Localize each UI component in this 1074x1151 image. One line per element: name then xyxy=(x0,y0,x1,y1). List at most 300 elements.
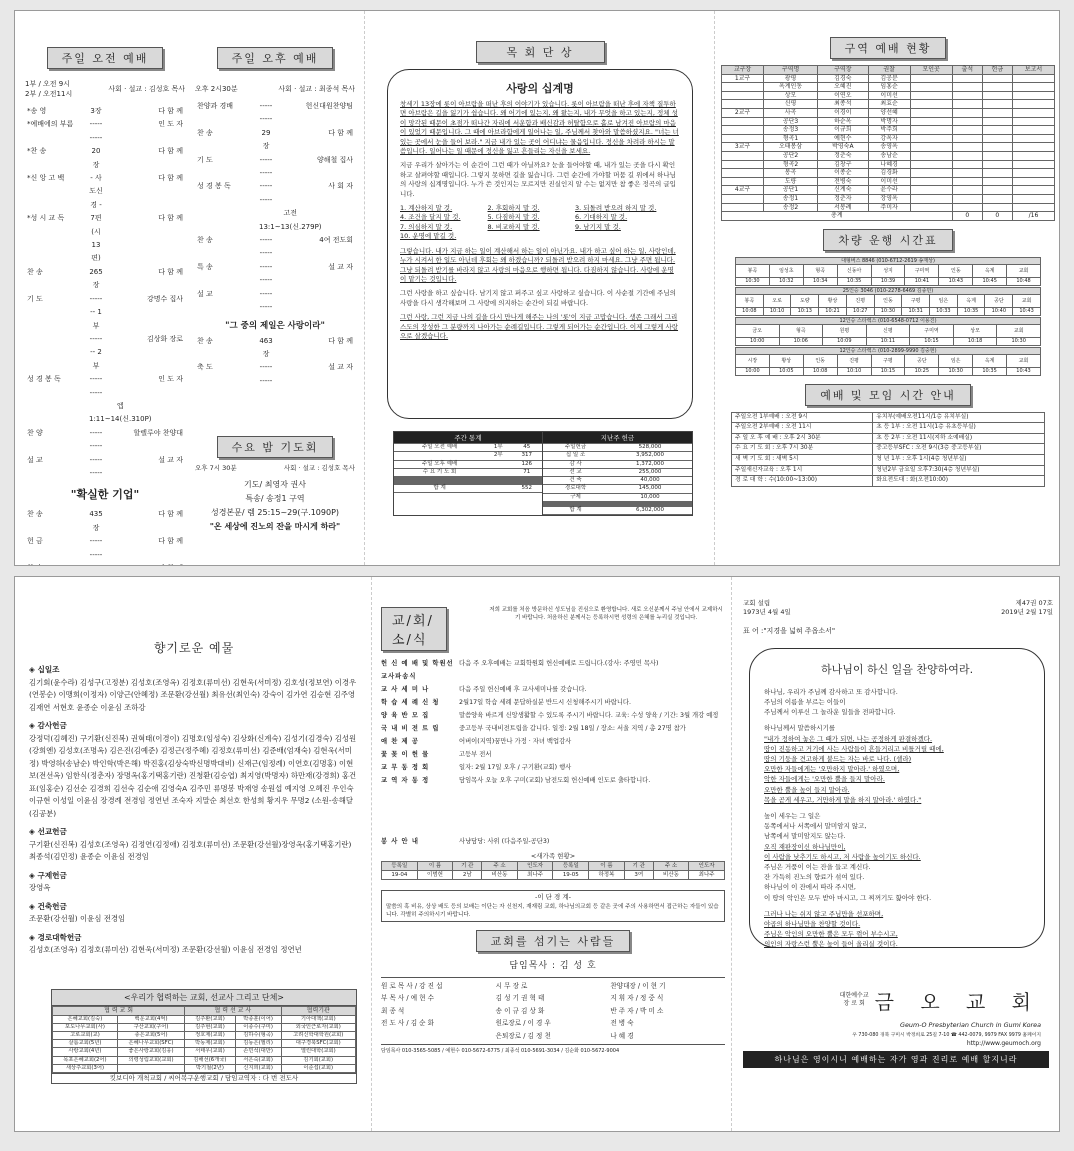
staff-cell: 나 혜 경 xyxy=(610,1031,634,1040)
command-item: 5. 다짐하지 말 것. xyxy=(487,213,540,222)
bus-route-name: 25인승 3046 (010-2278-6469 김종민) xyxy=(736,287,1041,295)
table-cell xyxy=(982,100,1012,109)
table-cell xyxy=(1012,160,1054,169)
table-cell: 정춘숙 xyxy=(818,151,869,160)
table-cell: 전병숙 xyxy=(818,177,869,186)
table-cell: 유치부(예배오전11시/1층 유치부실) xyxy=(873,412,1045,423)
bus-time: 10:35 xyxy=(837,278,871,286)
table-cell xyxy=(722,134,764,143)
table-cell: 사곡 xyxy=(764,108,818,117)
table-row xyxy=(732,476,1045,487)
bus-stop: 성지 xyxy=(871,265,905,278)
command-item: 10. 운명에 맡길 것. xyxy=(400,232,457,241)
table-cell: 김동은(필리) xyxy=(235,1040,281,1048)
table-cell: 신평 xyxy=(764,100,818,109)
verse-line: "내가 정하여 놓은 그 때가 되면, 나는 공정하게 판결하겠다. xyxy=(764,734,933,743)
table-cell xyxy=(1012,117,1054,126)
order-cell: 463장 xyxy=(259,336,273,358)
table-cell xyxy=(1012,83,1054,92)
table-row xyxy=(53,1064,356,1072)
table-cell: 은혜교회(김숙) xyxy=(53,1015,118,1023)
staff-row xyxy=(381,992,725,1005)
order-cell: 다 함 께 xyxy=(328,128,353,137)
table-cell xyxy=(982,134,1012,143)
table-cell xyxy=(1012,108,1054,117)
table-header-cell: 인도자 xyxy=(689,862,725,871)
order-row xyxy=(25,105,185,118)
table-cell xyxy=(952,194,982,203)
wed-prayer: 기도/ 최영자 권사 xyxy=(244,479,306,489)
am-sermon-title: "확실한 기업" xyxy=(70,488,140,502)
table-cell: 3교구 xyxy=(722,143,764,152)
news-item-title: 양 육 반 모 집 xyxy=(381,712,430,719)
table-header-cell: 기 관 xyxy=(453,862,482,871)
am-time-1: 1부 / 오전 9시 xyxy=(25,80,70,88)
news-item-title: 교 사 세 미 나 xyxy=(381,686,430,693)
verse-line: 이 땅의 악인은 모두 받아 마시고, 그 찌꺼기도 핥아야 한다. xyxy=(764,893,932,902)
table-cell: 19-05 xyxy=(553,871,589,880)
offering-section-names: 구기환(신진복) 김성호(조영옥) 김정연(김정애) 김정호(류미선) 조문환(강선월)장영옥(홍기택홍기란) 최종석(김민정) 윤종순 이윤심 전경임 xyxy=(29,839,352,861)
table-cell: 하순옥 xyxy=(818,117,869,126)
bus-stop: 황상 xyxy=(769,355,803,368)
table-cell: 양선혜 xyxy=(868,108,910,117)
table-cell xyxy=(485,460,511,468)
table-cell: 백운교회(4억) xyxy=(117,1015,184,1023)
table-cell: 중고등부SFC : 오전 9시(3층 중고등부실) xyxy=(873,444,1045,455)
order-cell: 다 함 께 xyxy=(158,537,183,546)
table-cell: 19-04 xyxy=(382,871,418,880)
offering-section-name: ◈ 선교헌금 xyxy=(29,827,67,836)
bus-stop: 임성초 xyxy=(769,265,803,278)
bus-stop: 진평 xyxy=(846,295,874,308)
table-cell: 주미자 xyxy=(868,203,910,212)
news-item-text: 중고등부 국내비전트립을 갑니다. 일정: 2월 18일 / 장소: 서울 지역 / 총 27명 참가 xyxy=(459,725,686,732)
table-cell xyxy=(952,83,982,92)
table-cell xyxy=(1012,203,1054,212)
pastor-column xyxy=(373,11,707,565)
table-cell: 45 xyxy=(512,444,542,452)
verse-line: 땅의 기둥을 견고하게 붙드는 자는 바로 나다. (셀라) xyxy=(764,755,912,764)
table-cell: 145,000 xyxy=(608,485,692,493)
table-cell: 김주현(교회) xyxy=(185,1023,236,1031)
order-cell: ---------- xyxy=(89,455,103,477)
new-family-title: <새가족 현황> xyxy=(530,852,576,860)
table-cell: 주일오전 1부예배 : 오전 9시 xyxy=(732,412,873,423)
staff-cell: 최 종 석 xyxy=(381,1006,405,1015)
table-row xyxy=(53,1056,356,1064)
wed-leader: 사회 · 설교 : 김성호 목사 xyxy=(283,464,355,473)
offering-section-name: ◈ 구제헌금 xyxy=(29,870,67,880)
table-cell: 주일헌금 xyxy=(543,444,608,452)
offering-section-names: 조문환(강선월) 이윤심 전경임 xyxy=(29,914,126,923)
table-cell xyxy=(952,134,982,143)
table-cell xyxy=(722,203,764,212)
table-cell: 박동제(교회) xyxy=(185,1040,236,1048)
bus-time: 10:10 xyxy=(763,308,791,316)
command-item: 9. 남기지 말 것. xyxy=(575,222,621,231)
offering-section-names: 김기회(윤수라) 김성구(고정분) 김성호(조영옥) 김정호(류미선) 김현욱(서미정) 김호성(정보연) 이경우(연봉순) 이맹희(이정자) 이양근(안혜정) 조문환(강선월) 최유선(최인숙) 강숙이 김가연 김승현 김주영 김재연 서현호 윤종순 이윤심 조하강 xyxy=(29,677,357,712)
order-cell: 찬 양 xyxy=(27,428,43,437)
essay-paragraph-5: 그런 사랑, 그런 지금 나의 길을 다시 만나게 해주는 나의 '롯'이 지금 고맙습니다. 생존 그래서 그리스도의 장성한 그 분량까지 나아가는 순례길입니다. 그렇게 되어가는 순간입니다. 이제 그렇게 사랑으로 살겠습니다. xyxy=(400,313,679,340)
table-cell xyxy=(982,160,1012,169)
table-row xyxy=(722,91,1055,100)
table-cell: 은혜나무교회(SFC) xyxy=(117,1040,184,1048)
zone-total-cell: 0 xyxy=(982,212,1012,221)
cover-footer-verse: 하나님은 영이시니 예배하는 자가 영과 진리로 예배 할지니라 xyxy=(743,1051,1049,1068)
bus-route-name: 대형버스 8846 (010-6712-2619 송재상) xyxy=(736,257,1041,265)
news-item-text: 2월17일 학습 세례 문답하실분 반드시 신청해주시기 바랍니다. xyxy=(459,699,632,706)
order-cell xyxy=(322,207,355,234)
table-cell: 2교구 xyxy=(722,108,764,117)
founded-date: 1973년 4월 4일 xyxy=(743,608,791,617)
table-cell: 126 xyxy=(512,460,542,468)
order-cell: 특 송 xyxy=(197,262,213,271)
table-cell: 초 등 2부 : 오전 11시(지하 소예배실) xyxy=(873,433,1045,444)
bus-time: 10:30 xyxy=(736,278,770,286)
table-row xyxy=(394,444,542,452)
table-cell: 오태봉삼 xyxy=(764,143,818,152)
order-cell xyxy=(27,562,89,565)
table-cell xyxy=(1012,194,1054,203)
table-cell: 구산교회(구어) xyxy=(117,1023,184,1031)
order-cell: ---------- xyxy=(89,537,103,559)
meeting-times-table xyxy=(731,412,1045,487)
table-row xyxy=(722,126,1055,135)
order-cell: - 사도신경 - xyxy=(89,174,103,209)
table-cell: 정춘자 xyxy=(818,194,869,203)
table-cell: 비산동 xyxy=(653,871,689,880)
offering-sections xyxy=(29,664,359,957)
staff-cell: 전 병 숙 xyxy=(610,1019,634,1028)
zone-total-label: 총계 xyxy=(722,212,953,221)
table-cell: 6,302,000 xyxy=(608,507,692,515)
issue-number: 제47권 07호 xyxy=(1015,599,1053,607)
table-cell: 김경화 xyxy=(868,169,910,178)
table-cell: 최종석 xyxy=(818,100,869,109)
pm-leader: 사회 · 설교 : 최종석 목사 xyxy=(278,85,355,93)
table-row xyxy=(382,871,725,880)
offering-section-name: ◈ 건축헌금 xyxy=(29,901,67,911)
order-row xyxy=(25,508,185,535)
order-cell: 고전 13:1~13(신.279P) xyxy=(259,209,322,231)
ten-commands xyxy=(400,204,680,242)
bus-stops-row xyxy=(736,265,1041,278)
am-order-list xyxy=(25,105,185,480)
table-row xyxy=(722,177,1055,186)
bus-time: 10:35 xyxy=(957,308,985,316)
bus-stop: 형곡 xyxy=(803,265,837,278)
table-cell: 초 등 1부 : 오전 11시(1층 유초등부실) xyxy=(873,423,1045,434)
order-cell: 찬 송 xyxy=(197,336,213,345)
table-header-cell: 인도자 xyxy=(517,862,553,871)
order-cell: 성 경 봉 독 xyxy=(27,375,61,384)
church-name: 금 오 교 회 xyxy=(874,989,1041,1014)
bus-stop: 옥계 xyxy=(973,265,1007,278)
order-row xyxy=(25,172,185,212)
order-cell xyxy=(197,207,259,234)
table-cell xyxy=(910,151,952,160)
news-item-text: 말씀양육 바르게 신앙생활할 수 있도록 주시기 바랍니다. 교육: 수성 양육 / 기간: 3월 개강 예정 xyxy=(459,712,719,719)
order-row xyxy=(195,234,355,261)
pm-order-list xyxy=(195,100,355,315)
table-cell xyxy=(910,203,952,212)
order-row xyxy=(25,562,185,565)
table-row xyxy=(394,452,542,460)
order-cell: 다 함 께 xyxy=(158,214,183,223)
bus-stop: 공단 xyxy=(905,355,939,368)
order-cell: 인 도 자 xyxy=(158,375,183,384)
table-row xyxy=(722,160,1055,169)
table-cell: 도량 xyxy=(764,177,818,186)
order-cell: ---------- xyxy=(259,155,273,178)
church-website[interactable]: http://www.geumoch.org xyxy=(966,1039,1041,1047)
table-cell xyxy=(910,126,952,135)
order-row xyxy=(195,361,355,388)
table-cell xyxy=(982,177,1012,186)
table-cell: 이규희 xyxy=(818,126,869,135)
table-cell: 합 계 xyxy=(543,507,608,515)
order-cell xyxy=(89,562,103,565)
table-header-cell: 기 관 xyxy=(624,862,653,871)
verse-line: 오직 재판장이신 하나님만이, xyxy=(764,842,846,851)
table-cell xyxy=(910,194,952,203)
command-item: 2. 후회하지 말 것. xyxy=(487,204,540,213)
verse-line: 목을 곧게 세우고, 거만하게 말을 하지 말아라.' 하였다." xyxy=(764,795,922,804)
table-cell: 김주환(교회) xyxy=(185,1015,236,1023)
table-header-row xyxy=(722,66,1055,75)
bus-stops-row xyxy=(736,355,1041,368)
order-cell xyxy=(103,562,183,565)
order-row xyxy=(25,454,185,481)
bus-route-name: 12인승 스타렉스 (010-6548-0712 이용진) xyxy=(736,317,1041,325)
welcome-intro: 저희 교회를 처음 방문하신 성도님을 진심으로 환영합니다. 새로 오신분께서 주님 안에서 교제하시기 바랍니다. 처음하신 분께서는 등록하시면 성령의 은혜를 누리실 것입니다. xyxy=(489,607,723,621)
table-cell xyxy=(952,126,982,135)
table-row xyxy=(732,412,1045,423)
table-cell xyxy=(910,143,952,152)
table-cell xyxy=(1012,177,1054,186)
table-cell xyxy=(952,91,982,100)
table-cell: 최나주 xyxy=(517,871,553,880)
table-cell xyxy=(910,117,952,126)
bus-stop: 교회 xyxy=(997,325,1041,338)
order-cell: 다 함 께 xyxy=(158,267,183,276)
table-cell xyxy=(910,186,952,195)
coop-head: 협 력 선 교 사 xyxy=(185,1007,281,1016)
table-row xyxy=(543,493,692,501)
order-cell: 헌신대원찬양팀 xyxy=(305,102,353,110)
order-cell: 다 함 께 xyxy=(158,510,183,519)
wed-special-song: 특송/ 송정1 구역 xyxy=(245,493,305,503)
bus-times-row xyxy=(736,368,1041,376)
table-cell xyxy=(982,108,1012,117)
table-cell xyxy=(982,194,1012,203)
order-cell: 헌 금 xyxy=(27,537,43,546)
table-cell: 이범헌 xyxy=(417,871,453,880)
order-cell: ------- 1부 xyxy=(89,294,103,330)
table-row xyxy=(732,423,1045,434)
essay-paragraph-1: 창세기 13장에 롯이 아브람을 떠난 후의 이야기가 있습니다. 롯이 아브람을 떠난 후에 자책 질투하면 아브람은 길을 잃기가 쉽습니다. 왜 어기에 있는지, 왜 왔는지, 내가 무엇을 하고 있는지, 정체 성이 망각된 때문이 초점가 떠나간 자리에 서운함과 배신감과 허탈함으로 홀로 남겨진 아브람의 마음이 있었기 때문입니다. 그 때에 아브라함에게 일어나는 일, 주님께서 찾아와 말씀하셨지요. "너는 너 있는 곳에서 눈을 들어 보라." 지금 내가 있는 곳이 어디냐는 물음입니다. 정신을 차려라 하시는 말씀입니다. 일어나는 일 때문에 정신을 잃고 흔들리는 자신을 보세요. xyxy=(400,100,679,156)
table-row xyxy=(732,455,1045,466)
essay-paragraph-2: 지금 우리가 살아가는 이 순간이 그런 때가 아닐까요? 눈을 들어야할 때, 내가 있는 곳을 다시 확인하고 살펴야할 때입니다. 그렇지 못하면 길을 잃습니다. 그런 순간에 가야할 머뭄 길 위에서 하나님의 사랑의 십계명입니다. 누가 쓴 것인지는 모르지만 진실인지 알 수는 없지만 참 좋은 정곡의 글입니다. xyxy=(400,161,676,198)
table-cell: 송정2 xyxy=(764,203,818,212)
table-cell xyxy=(394,452,485,460)
table-header-cell: 구역장 xyxy=(818,66,869,75)
order-cell: 다 함 께 xyxy=(158,107,183,115)
bus-time: 10:00 xyxy=(736,338,780,346)
table-row xyxy=(732,433,1045,444)
bus-stop: 진평 xyxy=(837,355,871,368)
table-cell xyxy=(910,74,952,83)
order-cell xyxy=(273,288,353,315)
table-row xyxy=(394,468,542,476)
order-cell: 김상화 장로 xyxy=(146,334,183,343)
order-cell: 다 함 께 xyxy=(158,174,183,183)
table-cell: 감 사 xyxy=(543,460,608,468)
order-cell: 다 함 께 xyxy=(328,336,353,345)
bus-stop: 인동 xyxy=(939,265,973,278)
table-row xyxy=(722,74,1055,83)
order-cell: ------- 2부 xyxy=(89,334,103,370)
order-row xyxy=(25,266,185,293)
order-cell: 3장 xyxy=(90,107,102,115)
staff-cell: 원로장로 / 이 경 우 xyxy=(495,1019,551,1028)
coop-header-row xyxy=(53,1007,356,1016)
table-header-cell: 교구장 xyxy=(722,66,764,75)
bus-stop: 원평 xyxy=(823,325,867,338)
news-item-title: 학 습 세 례 신 청 xyxy=(381,699,440,706)
table-cell: 이경이 xyxy=(818,108,869,117)
table-cell xyxy=(910,160,952,169)
table-cell: 오혜진 xyxy=(818,83,869,92)
issue-date: 2019년 2월 17일 xyxy=(1001,608,1053,617)
staff-row xyxy=(381,1005,725,1018)
table-cell: 김경숙 xyxy=(818,74,869,83)
church-name-english: Geum-O Presbyterian Church in Gumi Korea xyxy=(900,1020,1041,1029)
table-cell xyxy=(1012,74,1054,83)
table-cell: 상모 xyxy=(764,91,818,100)
order-cell: 양해철 집사 xyxy=(316,155,353,164)
table-cell: 경로대학 xyxy=(543,485,608,493)
cover-verse-title: 하나님이 하신 일을 찬양하여라. xyxy=(820,662,974,676)
table-cell: 2남 xyxy=(453,871,482,880)
table-cell: 박명자 xyxy=(868,117,910,126)
table-row xyxy=(53,1023,356,1031)
order-row xyxy=(195,154,355,181)
bus-time: 10:08 xyxy=(736,308,764,316)
order-cell: *송 영 xyxy=(27,107,47,115)
offering-table xyxy=(543,443,692,515)
table-cell xyxy=(982,91,1012,100)
table-row xyxy=(53,1031,356,1039)
table-cell xyxy=(722,126,764,135)
bus-time: 10:00 xyxy=(736,368,770,376)
table-cell: 건 축 xyxy=(543,477,608,485)
bus-time: 10:15 xyxy=(910,338,954,346)
verse-line: 잔 가득히 진노의 향료가 섞여 있다. xyxy=(764,873,865,882)
table-cell xyxy=(1012,100,1054,109)
news-item-title: 봉 사 안 내 xyxy=(381,838,419,845)
table-cell: 317 xyxy=(512,452,542,460)
order-cell: 찬 송 xyxy=(27,267,43,276)
staff-row xyxy=(381,1030,725,1043)
church-address: 우 730-080 경북 구미시 박정희로 25길 7-10 ☎ 442-0079, 9979 FAX 9979 홈페이지 xyxy=(852,1032,1041,1038)
bus-stops-row xyxy=(736,295,1041,308)
table-cell xyxy=(952,117,982,126)
table-cell: 새 벽 기 도 회 : 새벽 5시 xyxy=(732,455,873,466)
fold-line xyxy=(371,577,372,1131)
offering-section-names: 강정덕(김혜진) 구기환(신진복) 권혁태(이경이) 김명호(임성숙) 김상화(신계숙) 김성기(김경숙) 김성원(강희엔) 김성호(조명옥) 김은진(김예준) 김정근(정주혜) 김정호(류미선) 김준배(엄재숙) 김현욱(서미정) 박영하(송남순) 박인학(박은해) 박진홍(김상숙박신명박대비) 신재근(임정례) 이연호(김명홍) 이현보(전선옥) 임한식(정춘자) 장명옥(홍기택홍기란) 진청환(김승엽) 최지영(박명자) 하만재(강경희) 홍건표(임홍순) 김선순 김경희 김선숙 김순애 김영숙A 김주민 류명봉 박재영 송원섭 예지영 오혜진 우인숙 이규현 이성일 이윤심 장경례 전경임 정연년 조숙자 지말순 최선호 한성희 황지우 무명2 (소원-송해달(김공분) xyxy=(29,733,357,818)
order-cell: *예배에의 부름 xyxy=(27,120,74,129)
table-cell: 3,952,000 xyxy=(608,452,692,460)
news-item xyxy=(381,735,725,748)
table-cell: 박영숙A xyxy=(818,143,869,152)
bus-route-name-row xyxy=(736,347,1041,355)
order-cell: *성 시 교 독 xyxy=(27,214,65,223)
table-cell: 주일 오후 예배 xyxy=(394,460,485,468)
table-cell xyxy=(952,186,982,195)
verse-line: 그러나 나는 쉬지 않고 주님만을 선포하며, xyxy=(764,909,884,918)
table-row xyxy=(722,134,1055,143)
table-row xyxy=(722,117,1055,126)
order-row xyxy=(25,427,185,454)
table-cell: 공단3 xyxy=(764,117,818,126)
news-item xyxy=(381,709,725,722)
table-cell: 옥계인동 xyxy=(764,83,818,92)
table-cell: 서태우(교회) xyxy=(185,1048,236,1056)
order-row xyxy=(195,261,355,288)
pm-after-list xyxy=(195,335,355,389)
table-cell xyxy=(117,1064,184,1072)
news-item-title: 교 역 자 동 정 xyxy=(381,777,430,784)
order-cell: 할렐루야 찬양대 xyxy=(133,428,183,437)
offering-section xyxy=(29,901,359,926)
table-cell xyxy=(910,177,952,186)
table-cell: 청년2부 금요일 오후7:30(4층 청년부실) xyxy=(873,465,1045,476)
bus-time: 10:18 xyxy=(953,338,997,346)
table-cell: 임홍순 xyxy=(868,83,910,92)
table-cell: 기아대책(교회) xyxy=(281,1015,356,1023)
table-cell: 2부 xyxy=(485,452,511,460)
cover-verse-box xyxy=(749,648,1045,948)
staff-cell: 반 주 자 / 박 미 소 xyxy=(610,1006,664,1015)
table-cell: 십 일 조 xyxy=(543,452,608,460)
pm-service-title: 주일 오후 예배 xyxy=(217,47,334,69)
staff-phones: 담임목사 010-3565-5085 / 예현수 010-5672-6775 / 최종석 010-5691-3034 / 김순화 010-5672-9004 xyxy=(381,1048,620,1055)
order-cell: ---------- xyxy=(259,236,273,258)
news-item-text: 사냥담당: 사위 (다음주일-공단3) xyxy=(459,838,550,845)
bus-stop: 옥계 xyxy=(973,355,1007,368)
order-cell: 20장 xyxy=(91,147,101,169)
table-cell: 고려신학대학원(교회) xyxy=(281,1031,356,1039)
table-cell: 이미선 xyxy=(868,91,910,100)
table-row xyxy=(722,143,1055,152)
table-cell xyxy=(722,91,764,100)
table-cell: 1부 xyxy=(485,444,511,452)
order-cell: 설 교 자 xyxy=(328,363,353,372)
pm-time: 오후 2시30분 xyxy=(195,85,238,93)
order-cell: 4여 전도회 xyxy=(319,236,353,245)
wed-scripture: 성경본문/ 렘 25:15~29(구.1090P) xyxy=(210,507,340,517)
verse-line: 높이 세우는 그 일은 xyxy=(764,812,821,821)
order-cell: 성 경 봉 독 xyxy=(197,182,231,191)
offerings-column xyxy=(29,577,359,1131)
order-row xyxy=(195,288,355,315)
table-header-cell: 권찰 xyxy=(868,66,910,75)
verse-line: 주님께서 이루신 그 놀라운 일들을 전파합니다. xyxy=(764,708,896,717)
bus-stop: 상모 xyxy=(953,325,997,338)
offering-section-names: 장영옥 xyxy=(29,883,51,892)
order-row xyxy=(25,400,185,427)
